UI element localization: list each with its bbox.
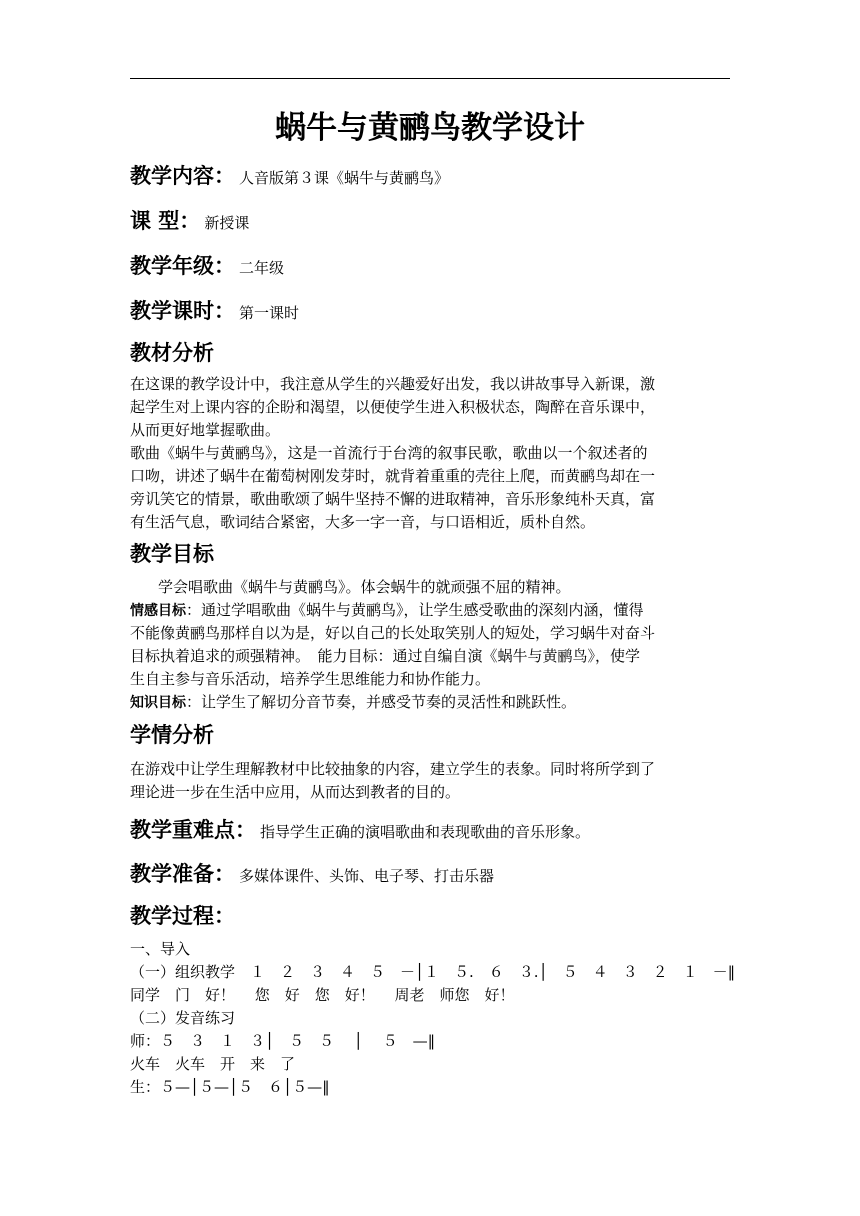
field-type-label: 课 型： xyxy=(130,209,201,233)
situation-line: 在游戏中让学生理解教材中比较抽象的内容，建立学生的表象。同时将所学到了 xyxy=(130,760,656,778)
field-period-label: 教学课时： xyxy=(130,299,235,323)
process-line: （二）发音练习 xyxy=(130,1009,236,1027)
field-keypoints xyxy=(130,814,590,844)
analysis-line: 口吻，讲述了蜗牛在葡萄树刚发芽时，就背着重重的壳往上爬，而黄鹂鸟却在一 xyxy=(130,467,656,485)
process-line: 生：５—│５—│５ ６│５—‖ xyxy=(130,1078,330,1096)
preparation-label: 教学准备： xyxy=(130,862,235,886)
knowledge-goal-line xyxy=(130,691,576,714)
goals-line: 生自主参与音乐活动，培养学生思维能力和协作能力。 xyxy=(130,670,491,688)
field-content xyxy=(130,160,449,190)
emotion-goal-line xyxy=(130,599,644,622)
goals-line: 不能像黄鹂鸟那样自以为是，好以自己的长处取笑别人的短处，学习蜗牛对奋斗 xyxy=(130,624,656,642)
preparation-value: 多媒体课件、头饰、电子琴、打击乐器 xyxy=(239,867,495,885)
analysis-line: 歌曲《蜗牛与黄鹂鸟》，这是一首流行于台湾的叙事民歌，歌曲以一个叙述者的 xyxy=(130,444,648,462)
situation-heading: 学情分析 xyxy=(130,723,214,747)
goals-line: 学会唱歌曲《蜗牛与黄鹂鸟》。体会蜗牛的就顽强不屈的精神。 xyxy=(158,578,571,596)
process-line: 师：５ ３ １ ３│ ５ ５ │ ５ —‖ xyxy=(130,1032,436,1050)
field-preparation xyxy=(130,858,494,888)
process-line: 火车 火车 开 来 了 xyxy=(130,1055,296,1073)
knowledge-goal-text: ：让学生了解切分音节奏，并感受节奏的灵活性和跳跃性。 xyxy=(186,693,577,711)
analysis-heading: 教材分析 xyxy=(130,341,214,365)
analysis-line: 旁讥笑它的情景，歌曲歌颂了蜗牛坚持不懈的进取精神，音乐形象纯朴天真，富 xyxy=(130,490,656,508)
header-rule xyxy=(130,78,730,79)
situation-line: 理论进一步在生活中应用，从而达到教者的目的。 xyxy=(130,783,461,801)
field-content-label: 教学内容： xyxy=(130,164,235,188)
field-content-value: 人音版第３课《蜗牛与黄鹂鸟》 xyxy=(239,169,450,187)
process-line: （一）组织教学 １ ２ ３ ４ ５ －│１ ５. ６ ３.│ ５ ４ ３ ２ １ －‖ xyxy=(130,963,736,981)
field-grade xyxy=(130,250,284,280)
keypoints-value: 指导学生正确的演唱歌曲和表现歌曲的音乐形象。 xyxy=(260,823,591,841)
analysis-line: 在这课的教学设计中，我注意从学生的兴趣爱好出发，我以讲故事导入新课，激 xyxy=(130,375,656,393)
field-grade-value: 二年级 xyxy=(239,259,285,277)
emotion-goal-label: 情感目标 xyxy=(130,603,186,619)
analysis-line: 起学生对上课内容的企盼和渴望，以便使学生进入积极状态，陶醉在音乐课中， xyxy=(130,398,656,416)
field-grade-label: 教学年级： xyxy=(130,254,235,278)
field-type xyxy=(130,205,249,235)
process-line: 同学 门 好！ 您 好 您 好！ 周老 师您 好！ xyxy=(130,986,515,1004)
field-period xyxy=(130,295,299,325)
analysis-line: 从而更好地掌握歌曲。 xyxy=(130,421,281,439)
keypoints-label: 教学重难点： xyxy=(130,818,256,842)
knowledge-goal-label: 知识目标 xyxy=(130,695,186,711)
document-title: 蜗牛与黄鹂鸟教学设计 xyxy=(275,110,585,146)
field-type-value: 新授课 xyxy=(204,214,250,232)
field-period-value: 第一课时 xyxy=(239,304,300,322)
process-heading: 教学过程： xyxy=(130,904,235,928)
emotion-goal-text: ：通过学唱歌曲《蜗牛与黄鹂鸟》，让学生感受歌曲的深刻内涵，懂得 xyxy=(186,601,644,619)
analysis-line: 有生活气息，歌词结合紧密，大多一字一音，与口语相近，质朴自然。 xyxy=(130,513,596,531)
goals-line: 目标执着追求的顽强精神。 能力目标：通过自编自演《蜗牛与黄鹂鸟》，使学 xyxy=(130,647,641,665)
goals-heading: 教学目标 xyxy=(130,542,214,566)
process-line: 一、导入 xyxy=(130,940,191,958)
